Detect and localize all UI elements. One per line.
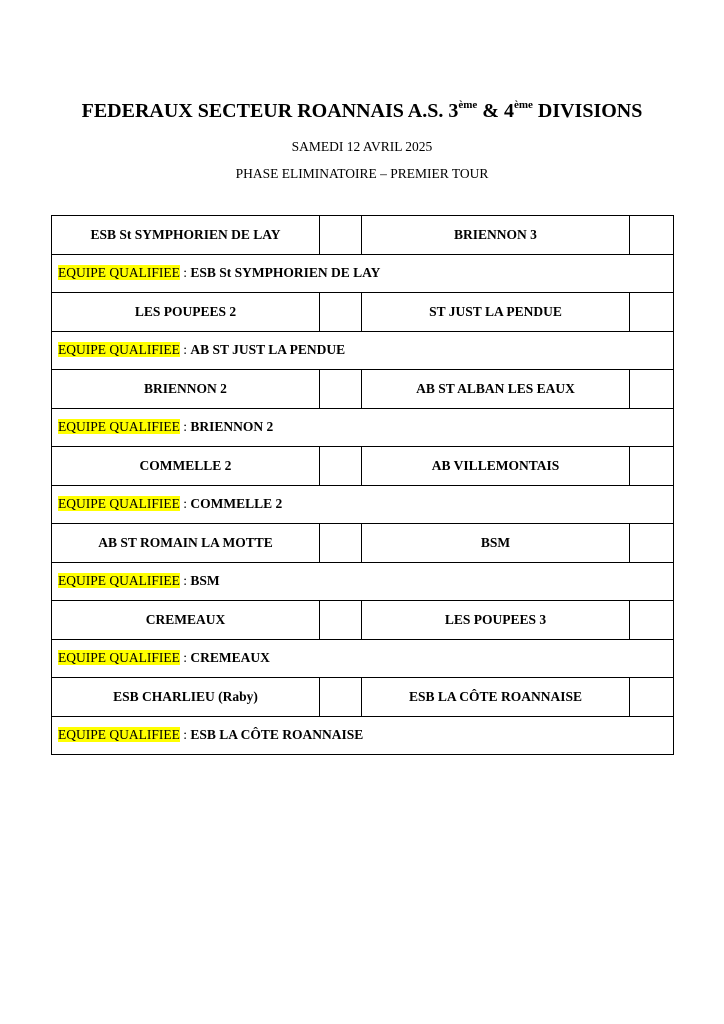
home-team: ESB CHARLIEU (Raby) (52, 678, 320, 717)
qualified-label: EQUIPE QUALIFIEE (58, 496, 180, 512)
title-superscript-2: ème (513, 99, 533, 111)
home-score-cell (320, 370, 362, 409)
matches-table (51, 215, 674, 755)
away-score-cell (630, 601, 674, 640)
qualified-cell (52, 408, 674, 447)
qualified-row (52, 562, 674, 601)
away-score-cell (630, 293, 674, 332)
qualified-separator: : (179, 650, 191, 666)
home-score-cell (320, 447, 362, 486)
qualified-team: BSM (190, 573, 220, 589)
page-title (0, 100, 724, 123)
qualified-team: AB ST JUST LA PENDUE (190, 342, 346, 358)
home-team: AB ST ROMAIN LA MOTTE (52, 524, 320, 563)
qualified-label: EQUIPE QUALIFIEE (58, 265, 180, 281)
title-text-1: FEDERAUX SECTEUR ROANNAIS A.S. 3 (81, 100, 459, 122)
qualified-separator: : (179, 496, 191, 512)
qualified-cell (52, 562, 674, 601)
qualified-label: EQUIPE QUALIFIEE (58, 727, 180, 743)
away-score-cell (630, 370, 674, 409)
qualified-separator: : (179, 265, 191, 281)
qualified-team: ESB LA CÔTE ROANNAISE (190, 727, 364, 743)
away-team: AB VILLEMONTAIS (362, 447, 630, 486)
away-score-cell (630, 678, 674, 717)
away-score-cell (630, 447, 674, 486)
qualified-row (52, 485, 674, 524)
qualified-row (52, 331, 674, 370)
qualified-team: CREMEAUX (190, 650, 270, 666)
home-score-cell (320, 524, 362, 563)
title-text-2: & 4 (477, 100, 514, 122)
home-score-cell (320, 216, 362, 255)
qualified-cell (52, 716, 674, 755)
away-team: BRIENNON 3 (362, 216, 630, 255)
match-row (52, 601, 674, 640)
home-team: COMMELLE 2 (52, 447, 320, 486)
qualified-separator: : (179, 342, 191, 358)
home-score-cell (320, 293, 362, 332)
home-score-cell (320, 678, 362, 717)
match-row (52, 447, 674, 486)
title-text-3: DIVISIONS (532, 100, 643, 122)
qualified-row (52, 254, 674, 293)
home-team: LES POUPEES 2 (52, 293, 320, 332)
qualified-row (52, 639, 674, 678)
away-team: BSM (362, 524, 630, 563)
event-date: SAMEDI 12 AVRIL 2025 (291, 139, 433, 154)
qualified-cell (52, 331, 674, 370)
qualified-row (52, 408, 674, 447)
away-team: ESB LA CÔTE ROANNAISE (362, 678, 630, 717)
match-row (52, 370, 674, 409)
match-row (52, 293, 674, 332)
qualified-team: COMMELLE 2 (190, 496, 283, 512)
away-score-cell (630, 216, 674, 255)
qualified-team: ESB St SYMPHORIEN DE LAY (190, 265, 381, 281)
home-team: BRIENNON 2 (52, 370, 320, 409)
phase-label: PHASE ELIMINATOIRE – PREMIER TOUR (235, 166, 489, 181)
home-team: CREMEAUX (52, 601, 320, 640)
qualified-cell (52, 254, 674, 293)
qualified-label: EQUIPE QUALIFIEE (58, 342, 180, 358)
qualified-separator: : (179, 573, 191, 589)
qualified-team: BRIENNON 2 (190, 419, 274, 435)
away-team: AB ST ALBAN LES EAUX (362, 370, 630, 409)
qualified-cell (52, 485, 674, 524)
match-row (52, 216, 674, 255)
qualified-separator: : (179, 727, 191, 743)
qualified-separator: : (179, 419, 191, 435)
home-score-cell (320, 601, 362, 640)
away-team: LES POUPEES 3 (362, 601, 630, 640)
match-row (52, 524, 674, 563)
title-superscript-1: ème (458, 99, 478, 111)
qualified-row (52, 716, 674, 755)
qualified-label: EQUIPE QUALIFIEE (58, 573, 180, 589)
qualified-label: EQUIPE QUALIFIEE (58, 650, 180, 666)
match-row (52, 678, 674, 717)
qualified-cell (52, 639, 674, 678)
away-team: ST JUST LA PENDUE (362, 293, 630, 332)
home-team: ESB St SYMPHORIEN DE LAY (52, 216, 320, 255)
away-score-cell (630, 524, 674, 563)
qualified-label: EQUIPE QUALIFIEE (58, 419, 180, 435)
